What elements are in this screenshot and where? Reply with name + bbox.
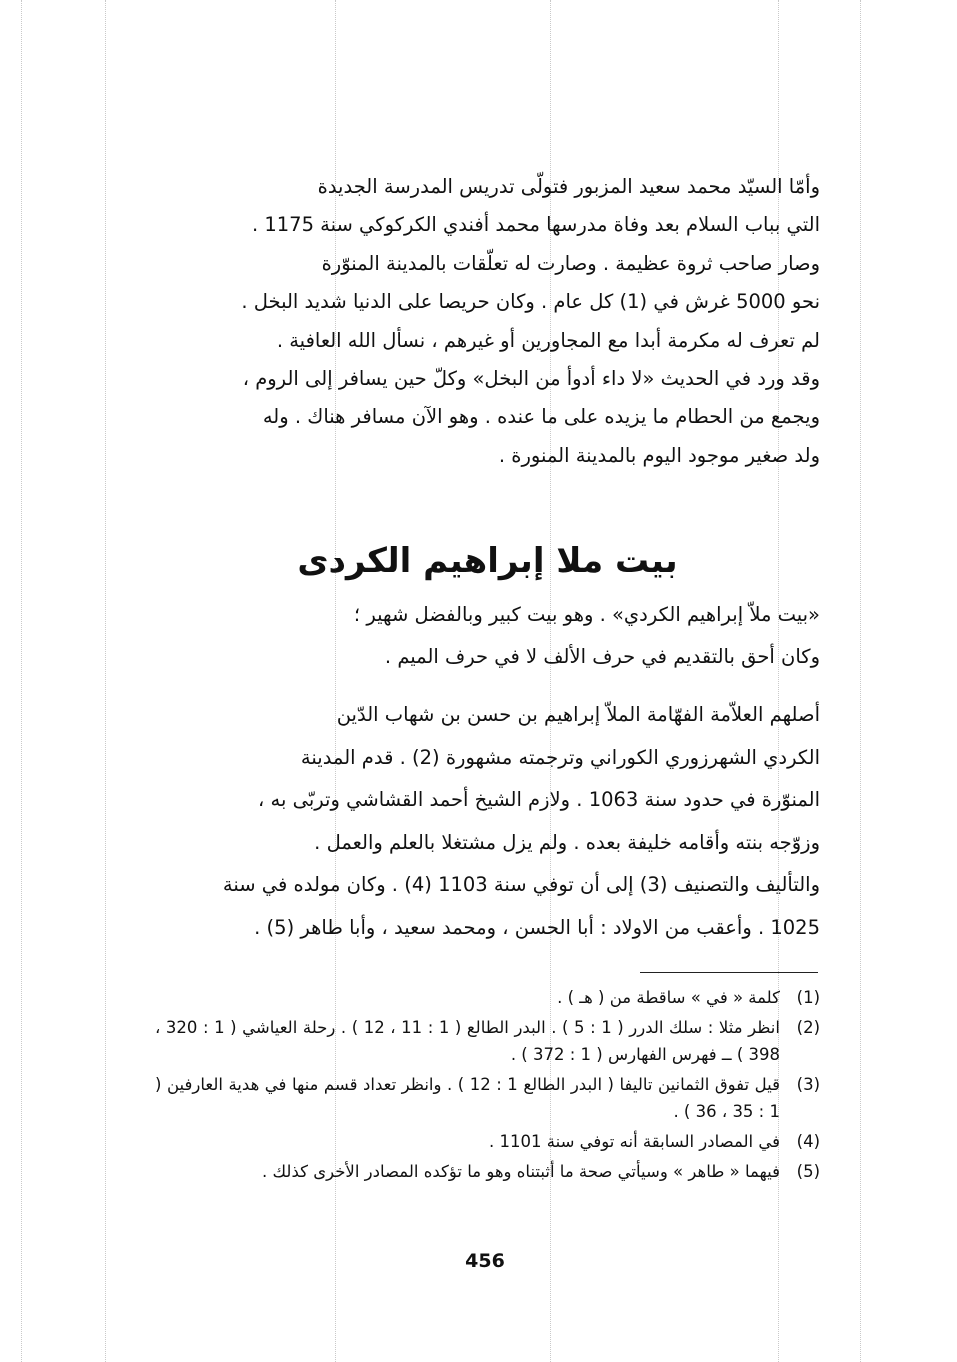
footnote-number: (3) — [796, 1075, 820, 1094]
scan-guide-line — [860, 0, 861, 1362]
body-paragraph-1 — [155, 168, 820, 475]
footnote-number: (2) — [796, 1018, 820, 1037]
text-line: الكردي الشهرزوري الكوراني وترجمته مشهورة (2) . قدم المدينة — [300, 745, 820, 769]
text-line: وكان أحق بالتقديم في حرف الألف لا في حرف الميم . — [384, 645, 820, 668]
text-line: 1025 . وأعقب من الاولاد : أبا الحسن ، ومحمد سعيد ، وأبا طاهر (5) . — [254, 915, 820, 939]
footnote-text: قيل تفوق الثمانين تاليفا ( البدر الطالع 1 : 12 ) . وانظر تعداد قسم منها في هدية العارفين ( 1 : 35 ، 36 ) . — [155, 1075, 780, 1121]
scan-guide-line — [21, 0, 22, 1362]
body-paragraph-2 — [155, 594, 820, 678]
footnotes — [155, 984, 820, 1188]
text-line: وأمّا السيّد محمد سعيد المزبور فتولّى تدريس المدرسة الجديدة — [317, 175, 820, 198]
text-line: أصلهم العلاّمة الفهّامة الملاّ إبراهيم بن حسن بن شهاب الدّين — [336, 703, 820, 726]
text-line: وزوّجه بنته وأقامه خليفة بعده . ولم يزل مشتغلا بالعلم والعمل . — [314, 830, 820, 854]
body-paragraph-3 — [155, 694, 820, 949]
footnote-text: كلمة « في » ساقطة من ( هـ ) . — [557, 988, 780, 1007]
text-line: المنوّرة في حدود سنة 1063 . ولازم الشيخ أحمد القشاشي وتربّى به ، — [258, 788, 820, 811]
footnote-number: (1) — [796, 988, 820, 1007]
footnote — [155, 1014, 820, 1068]
footnote-number: (4) — [796, 1132, 820, 1151]
footnote-text: في المصادر السابقة أنه توفي سنة 1101 . — [489, 1132, 780, 1151]
text-line: والتأليف والتصنيف (3) إلى أن توفي سنة 1103 (4) . وكان مولده في سنة — [222, 873, 820, 896]
page-number: 456 — [465, 1250, 505, 1272]
text-line: وقد ورد في الحديث «لا داء أدوأ من البخل» وكلّ حين يسافر إلى الروم ، — [242, 367, 820, 391]
footnote-text: فيهما « طاهر » وسيأتي صحة ما أثبتناه وهو ما تؤكده المصادر الأخرى كذلك . — [262, 1162, 780, 1181]
footnote — [155, 1128, 820, 1155]
footnote-number: (5) — [796, 1162, 820, 1181]
text-line: ولد صغير موجود اليوم بالمدينة المنورة . — [498, 443, 820, 467]
scan-guide-line — [105, 0, 106, 1362]
text-line: وصار صاحب ثروة عظيمة . وصارت له تعلّقات بالمدينة المنوّرة — [321, 251, 820, 275]
footnote — [155, 1071, 820, 1125]
text-line: لم تعرف له مكرمة أبدا مع المجاورين أو غيرهم ، نسأل الله العافية . — [276, 328, 820, 352]
section-heading: بيت ملا إبراهيم الكردى — [297, 541, 678, 581]
footnote-text: انظر مثلا : سلك الدرر ( 1 : 5 ) . البدر الطالع ( 1 : 11 ، 12 ) . رحلة العياشي ( 1 : 320 ، 398 ) ــ فهرس الفهارس ( 1 : 372 ) . — [155, 1018, 780, 1064]
text-line: ويجمع من الحطام ما يزيده على ما عنده . وهو الآن مسافر هناك . وله — [262, 405, 820, 429]
footnote — [155, 984, 820, 1011]
footnote — [155, 1158, 820, 1185]
text-line: «بيت ملاّ إبراهيم الكردي» . وهو بيت كبير وبالفضل شهير ؛ — [353, 603, 820, 626]
footnote-divider — [640, 972, 818, 973]
text-line: التي بباب السلام بعد وفاة مدرسها محمد أفندي الكركوكي سنة 1175 . — [251, 213, 820, 237]
text-line: نحو 5000 غرش في (1) كل عام . وكان حريصا على الدنيا شديد البخل . — [241, 290, 820, 314]
